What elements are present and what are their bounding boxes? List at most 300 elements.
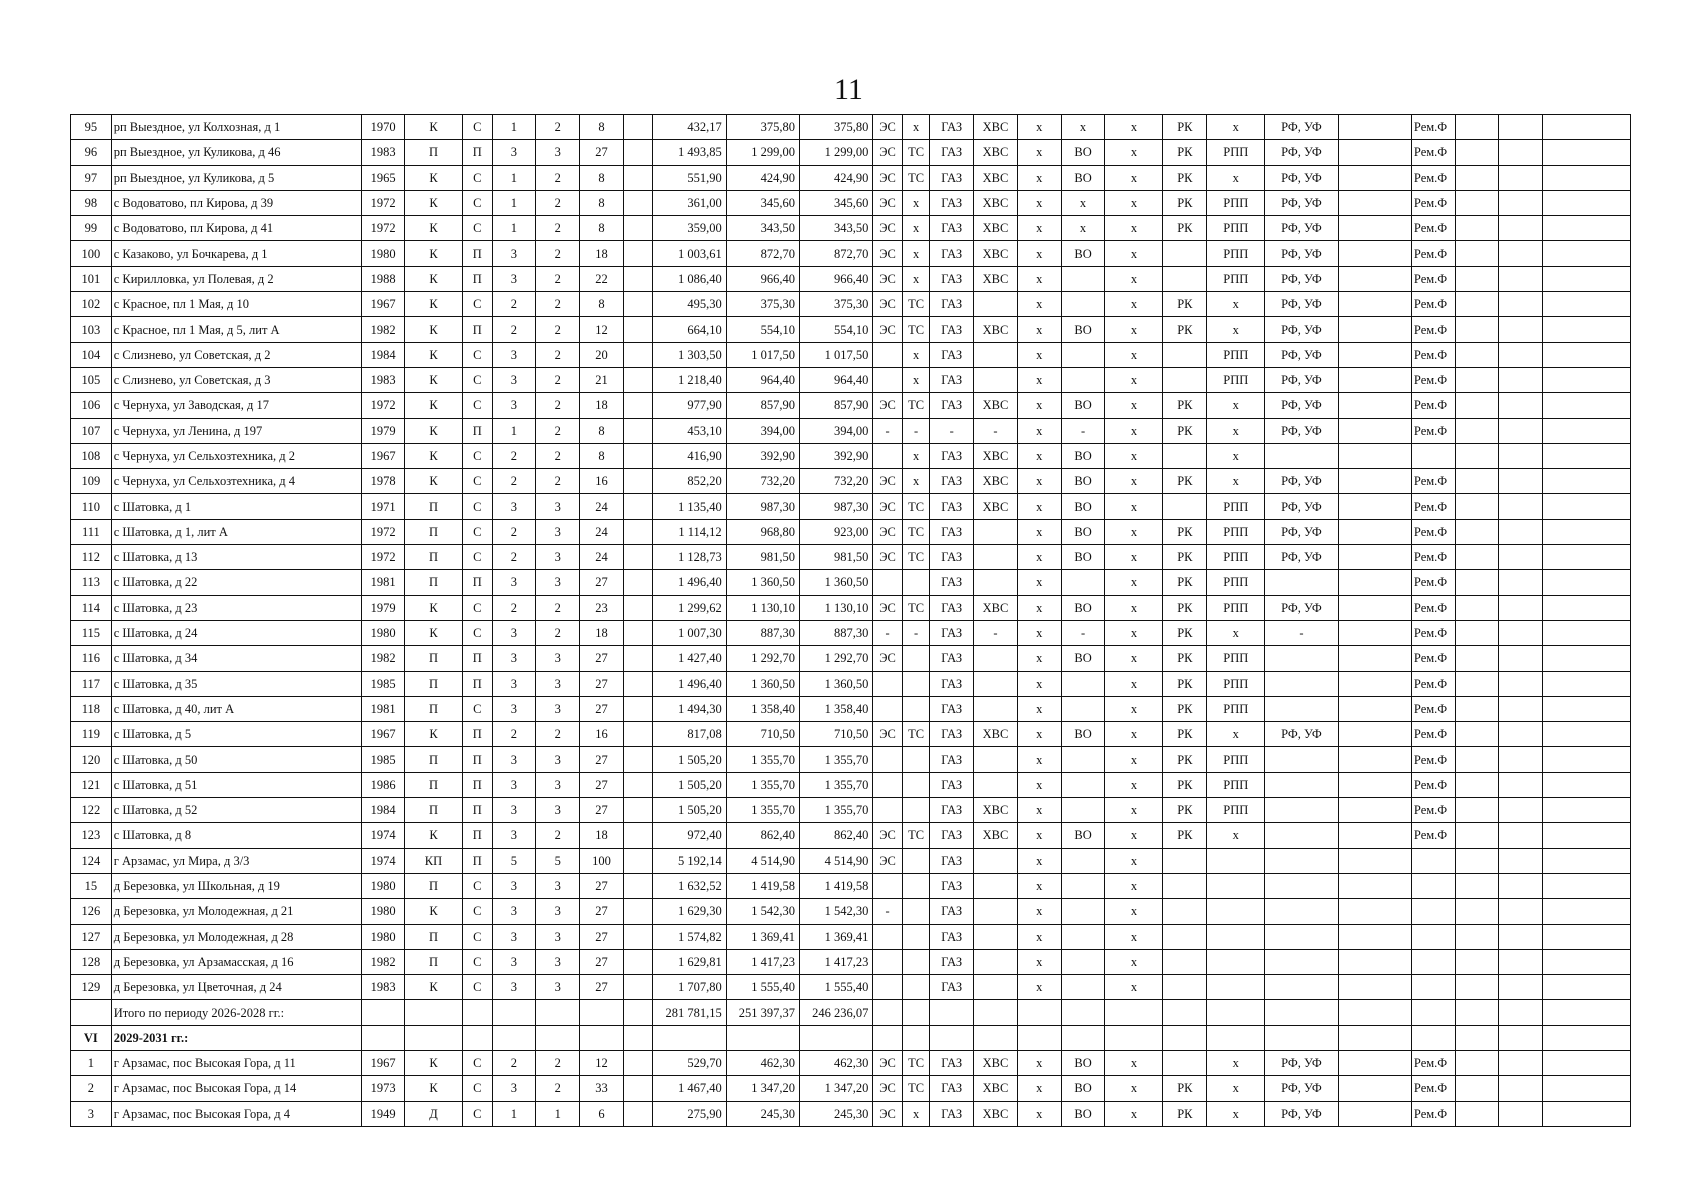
table-cell: РК — [1163, 722, 1207, 747]
table-cell: С — [463, 873, 493, 898]
table-cell: с Чернуха, ул Сельхозтехника, д 4 — [111, 469, 361, 494]
table-cell: П — [404, 570, 462, 595]
table-cell: х — [1017, 241, 1061, 266]
table-cell: 3 — [492, 570, 536, 595]
table-cell: ЭС — [873, 823, 903, 848]
table-cell: - — [873, 620, 903, 645]
table-cell — [623, 367, 653, 392]
table-cell: - — [902, 620, 929, 645]
table-cell — [1455, 696, 1499, 721]
table-cell: 1 355,70 — [726, 772, 799, 797]
table-cell: РК — [1163, 292, 1207, 317]
table-cell: 1972 — [362, 519, 405, 544]
table-cell: 1 292,70 — [800, 646, 873, 671]
table-cell: 345,60 — [726, 190, 799, 215]
table-cell: 392,90 — [800, 443, 873, 468]
table-cell — [1455, 545, 1499, 570]
table-cell — [1499, 1076, 1543, 1101]
table-cell: 1 496,40 — [653, 570, 726, 595]
table-cell — [902, 646, 929, 671]
table-cell: 416,90 — [653, 443, 726, 468]
table-cell: 1 303,50 — [653, 342, 726, 367]
table-cell: ТС — [902, 393, 929, 418]
table-cell: 3 — [536, 873, 580, 898]
table-cell — [1163, 241, 1207, 266]
table-cell: 1965 — [362, 165, 405, 190]
table-cell: ЭС — [873, 1076, 903, 1101]
table-cell: ГАЗ — [930, 975, 974, 1000]
table-cell: П — [463, 722, 493, 747]
table-cell: 1 218,40 — [653, 367, 726, 392]
table-cell — [1338, 443, 1411, 468]
table-cell: К — [404, 115, 462, 140]
table-cell — [1338, 266, 1411, 291]
table-cell — [623, 772, 653, 797]
table-cell — [1543, 848, 1631, 873]
table-cell — [1543, 646, 1631, 671]
table-cell — [1543, 823, 1631, 848]
table-cell — [974, 924, 1018, 949]
table-cell: 1 467,40 — [653, 1076, 726, 1101]
table-cell — [1543, 620, 1631, 645]
table-cell: 5 — [492, 848, 536, 873]
table-cell: ЭС — [873, 1101, 903, 1126]
table-cell — [623, 747, 653, 772]
table-cell: ТС — [902, 823, 929, 848]
table-cell: 8 — [580, 418, 624, 443]
table-cell: 122 — [71, 798, 112, 823]
table-cell: 1 360,50 — [726, 570, 799, 595]
table-cell: 964,40 — [726, 367, 799, 392]
table-cell: рп Выездное, ул Куликова, д 46 — [111, 140, 361, 165]
table-row — [71, 190, 1631, 215]
table-cell: 966,40 — [726, 266, 799, 291]
table-cell: 732,20 — [800, 469, 873, 494]
table-cell: 1973 — [362, 1076, 405, 1101]
table-cell: 3 — [536, 975, 580, 1000]
table-cell: П — [463, 823, 493, 848]
table-cell: 1 128,73 — [653, 545, 726, 570]
table-cell: с Шатовка, д 40, лит А — [111, 696, 361, 721]
table-cell — [1338, 899, 1411, 924]
table-cell: с Водоватово, пл Кирова, д 39 — [111, 190, 361, 215]
table-cell: 968,80 — [726, 519, 799, 544]
table-cell: ЭС — [873, 469, 903, 494]
table-cell — [536, 1000, 580, 1025]
table-row — [71, 722, 1631, 747]
table-cell: х — [1105, 545, 1163, 570]
table-cell: х — [1105, 190, 1163, 215]
table-row — [71, 1101, 1631, 1126]
table-cell: 275,90 — [653, 1101, 726, 1126]
table-cell: 1 355,70 — [800, 798, 873, 823]
table-cell: с Красное, пл 1 Мая, д 5, лит А — [111, 317, 361, 342]
table-cell: ВО — [1061, 722, 1105, 747]
table-cell: 2 — [536, 367, 580, 392]
table-cell: х — [1207, 115, 1265, 140]
table-cell: ГАЗ — [930, 342, 974, 367]
table-cell: 33 — [580, 1076, 624, 1101]
table-cell: х — [1017, 519, 1061, 544]
table-cell — [1061, 798, 1105, 823]
table-cell: х — [1017, 317, 1061, 342]
table-cell — [974, 696, 1018, 721]
table-cell — [1207, 873, 1265, 898]
table-cell: 1 417,23 — [726, 949, 799, 974]
table-cell: Д — [404, 1101, 462, 1126]
table-cell: с Шатовка, д 35 — [111, 671, 361, 696]
table-cell: РФ, УФ — [1265, 241, 1338, 266]
table-cell: 981,50 — [726, 545, 799, 570]
table-cell: К — [404, 292, 462, 317]
table-cell: 1 427,40 — [653, 646, 726, 671]
table-cell: Рем.Ф — [1411, 646, 1455, 671]
table-cell — [1455, 1076, 1499, 1101]
table-cell: ГАЗ — [930, 469, 974, 494]
table-cell — [1061, 949, 1105, 974]
table-cell — [1455, 165, 1499, 190]
table-cell — [463, 1025, 493, 1050]
table-cell — [902, 975, 929, 1000]
table-cell: х — [1105, 443, 1163, 468]
table-cell — [362, 1000, 405, 1025]
table-cell: 1 632,52 — [653, 873, 726, 898]
table-cell: 12 — [580, 317, 624, 342]
table-cell: ГАЗ — [930, 722, 974, 747]
table-cell: 1967 — [362, 443, 405, 468]
table-cell: 2 — [536, 115, 580, 140]
table-cell — [1265, 975, 1338, 1000]
table-cell: 3 — [492, 241, 536, 266]
table-cell — [653, 1025, 726, 1050]
table-cell: К — [404, 1076, 462, 1101]
table-cell — [902, 949, 929, 974]
table-cell: х — [902, 216, 929, 241]
table-cell: х — [1105, 975, 1163, 1000]
table-cell — [1499, 1050, 1543, 1075]
table-cell: РПП — [1207, 595, 1265, 620]
table-cell: х — [1207, 292, 1265, 317]
table-cell: РПП — [1207, 646, 1265, 671]
table-cell: х — [1105, 1076, 1163, 1101]
table-cell: РФ, УФ — [1265, 494, 1338, 519]
table-cell: 462,30 — [800, 1050, 873, 1075]
table-cell: г Арзамас, пос Высокая Гора, д 4 — [111, 1101, 361, 1126]
table-cell: 1967 — [362, 1050, 405, 1075]
table-cell — [974, 975, 1018, 1000]
table-cell: ВО — [1061, 1050, 1105, 1075]
table-cell — [1338, 165, 1411, 190]
table-cell: х — [1105, 266, 1163, 291]
table-cell: 1 299,00 — [726, 140, 799, 165]
table-cell — [1338, 469, 1411, 494]
table-cell — [1163, 494, 1207, 519]
table-cell: х — [1017, 646, 1061, 671]
table-cell: 16 — [580, 722, 624, 747]
table-row — [71, 924, 1631, 949]
table-cell: 3 — [492, 266, 536, 291]
table-cell: 872,70 — [800, 241, 873, 266]
table-cell — [492, 1000, 536, 1025]
table-cell: 129 — [71, 975, 112, 1000]
table-cell — [404, 1025, 462, 1050]
table-cell: РК — [1163, 469, 1207, 494]
table-cell — [1499, 165, 1543, 190]
table-cell: 3 — [492, 798, 536, 823]
table-cell — [873, 924, 903, 949]
table-cell: х — [1105, 722, 1163, 747]
table-cell: ВО — [1061, 519, 1105, 544]
table-cell: ТС — [902, 140, 929, 165]
table-cell: 1 417,23 — [800, 949, 873, 974]
table-cell: ХВС — [974, 595, 1018, 620]
table-cell: х — [1105, 241, 1163, 266]
table-cell — [1207, 848, 1265, 873]
table-cell: 24 — [580, 519, 624, 544]
table-cell — [1543, 570, 1631, 595]
table-cell: с Чернуха, ул Сельхозтехника, д 2 — [111, 443, 361, 468]
table-cell: Рем.Ф — [1411, 671, 1455, 696]
table-cell — [1061, 342, 1105, 367]
table-cell: 3 — [536, 924, 580, 949]
table-cell — [1338, 115, 1411, 140]
table-cell: ЭС — [873, 494, 903, 519]
table-cell: 857,90 — [800, 393, 873, 418]
table-cell: 3 — [492, 823, 536, 848]
table-cell: РПП — [1207, 494, 1265, 519]
table-cell: ГАЗ — [930, 1050, 974, 1075]
table-cell: х — [1105, 671, 1163, 696]
table-cell: Рем.Ф — [1411, 1050, 1455, 1075]
table-cell — [1455, 494, 1499, 519]
table-cell — [623, 241, 653, 266]
table-cell: 1970 — [362, 115, 405, 140]
table-cell — [1543, 317, 1631, 342]
table-cell — [623, 519, 653, 544]
table-cell: 977,90 — [653, 393, 726, 418]
table-cell — [873, 367, 903, 392]
table-cell: х — [1017, 140, 1061, 165]
table-cell — [1455, 115, 1499, 140]
table-cell — [1455, 975, 1499, 1000]
table-cell — [1411, 1000, 1455, 1025]
table-cell: 1 369,41 — [726, 924, 799, 949]
table-cell — [1499, 798, 1543, 823]
table-cell — [1543, 342, 1631, 367]
table-cell: ЭС — [873, 241, 903, 266]
table-cell — [1061, 848, 1105, 873]
table-cell — [974, 772, 1018, 797]
table-cell: 1 369,41 — [800, 924, 873, 949]
table-cell — [1543, 924, 1631, 949]
table-cell: 27 — [580, 873, 624, 898]
table-cell — [1543, 292, 1631, 317]
table-cell — [873, 696, 903, 721]
table-cell — [1499, 975, 1543, 1000]
table-cell: 113 — [71, 570, 112, 595]
table-cell: х — [1017, 975, 1061, 1000]
table-cell: С — [463, 975, 493, 1000]
table-cell — [1411, 443, 1455, 468]
table-row — [71, 266, 1631, 291]
table-cell — [1163, 949, 1207, 974]
table-cell: ГАЗ — [930, 747, 974, 772]
table-cell: ЭС — [873, 165, 903, 190]
table-cell: 394,00 — [726, 418, 799, 443]
table-row — [71, 494, 1631, 519]
table-cell: ХВС — [974, 1050, 1018, 1075]
table-cell — [902, 696, 929, 721]
table-cell — [1338, 848, 1411, 873]
table-cell: РФ, УФ — [1265, 469, 1338, 494]
table-cell: 1 347,20 — [800, 1076, 873, 1101]
table-cell: 1 003,61 — [653, 241, 726, 266]
table-cell: 1 355,70 — [726, 798, 799, 823]
table-cell: х — [1017, 696, 1061, 721]
table-cell: ГАЗ — [930, 165, 974, 190]
table-cell: 2 — [536, 823, 580, 848]
table-cell — [1163, 266, 1207, 291]
table-cell — [1455, 924, 1499, 949]
table-cell: ГАЗ — [930, 140, 974, 165]
table-cell: х — [902, 367, 929, 392]
table-cell — [623, 899, 653, 924]
table-cell: ГАЗ — [930, 949, 974, 974]
table-cell: 453,10 — [653, 418, 726, 443]
table-cell — [902, 570, 929, 595]
table-cell: ХВС — [974, 722, 1018, 747]
table-cell: х — [1017, 165, 1061, 190]
table-cell: ЭС — [873, 266, 903, 291]
table-cell: 2 — [536, 1050, 580, 1075]
table-cell — [1338, 367, 1411, 392]
table-cell: х — [1207, 722, 1265, 747]
table-cell: 8 — [580, 443, 624, 468]
table-row — [71, 241, 1631, 266]
table-cell: РПП — [1207, 570, 1265, 595]
table-cell: 3 — [492, 671, 536, 696]
table-cell: 124 — [71, 848, 112, 873]
table-cell: ГАЗ — [930, 899, 974, 924]
table-cell — [1543, 469, 1631, 494]
table-cell: Рем.Ф — [1411, 722, 1455, 747]
table-cell — [1543, 595, 1631, 620]
table-cell — [1543, 266, 1631, 291]
table-cell: Рем.Ф — [1411, 367, 1455, 392]
table-cell: С — [463, 595, 493, 620]
table-cell: К — [404, 317, 462, 342]
table-cell — [404, 1000, 462, 1025]
table-cell: - — [974, 620, 1018, 645]
table-cell — [623, 393, 653, 418]
table-cell — [1543, 494, 1631, 519]
table-row — [71, 696, 1631, 721]
table-cell: 1 299,00 — [800, 140, 873, 165]
table-cell: П — [463, 266, 493, 291]
table-cell — [1338, 873, 1411, 898]
table-cell — [1265, 772, 1338, 797]
table-cell — [623, 292, 653, 317]
table-cell: 123 — [71, 823, 112, 848]
table-cell: 2 — [536, 190, 580, 215]
table-cell: х — [1017, 722, 1061, 747]
table-cell — [1455, 722, 1499, 747]
table-cell: 8 — [580, 292, 624, 317]
table-cell: 1 574,82 — [653, 924, 726, 949]
table-cell: х — [902, 469, 929, 494]
table-cell: 1979 — [362, 595, 405, 620]
table-cell — [1265, 443, 1338, 468]
table-cell: рп Выездное, ул Колхозная, д 1 — [111, 115, 361, 140]
table-cell: 5 — [536, 848, 580, 873]
table-cell — [1338, 696, 1411, 721]
table-cell: 1984 — [362, 798, 405, 823]
table-cell: РК — [1163, 747, 1207, 772]
table-cell: П — [404, 671, 462, 696]
table-cell — [1338, 1050, 1411, 1075]
table-cell: ГАЗ — [930, 595, 974, 620]
table-cell — [1499, 924, 1543, 949]
table-cell — [1499, 216, 1543, 241]
table-cell: ХВС — [974, 115, 1018, 140]
table-cell: 3 — [536, 949, 580, 974]
table-row — [71, 443, 1631, 468]
table-cell: ГАЗ — [930, 823, 974, 848]
table-cell: х — [1105, 418, 1163, 443]
table-cell: с Шатовка, д 13 — [111, 545, 361, 570]
table-cell: с Шатовка, д 52 — [111, 798, 361, 823]
table-cell: ГАЗ — [930, 115, 974, 140]
table-cell: К — [404, 216, 462, 241]
table-cell: 3 — [492, 696, 536, 721]
table-row — [71, 140, 1631, 165]
table-cell: 551,90 — [653, 165, 726, 190]
table-cell: 1 130,10 — [800, 595, 873, 620]
table-cell: х — [1017, 292, 1061, 317]
table-cell: с Кирилловка, ул Полевая, д 2 — [111, 266, 361, 291]
table-cell — [974, 949, 1018, 974]
table-row — [71, 519, 1631, 544]
table-cell: 664,10 — [653, 317, 726, 342]
table-cell: 495,30 — [653, 292, 726, 317]
table-cell: 2 — [492, 469, 536, 494]
table-cell — [1499, 823, 1543, 848]
table-cell: 4 514,90 — [726, 848, 799, 873]
table-cell: П — [404, 772, 462, 797]
table-cell: 27 — [580, 671, 624, 696]
table-cell: х — [1017, 266, 1061, 291]
table-cell — [1499, 671, 1543, 696]
table-cell — [1338, 646, 1411, 671]
table-cell: 1 629,81 — [653, 949, 726, 974]
table-cell: 121 — [71, 772, 112, 797]
table-row — [71, 798, 1631, 823]
table-cell — [623, 469, 653, 494]
table-cell — [873, 873, 903, 898]
table-cell: 872,70 — [726, 241, 799, 266]
table-cell: 108 — [71, 443, 112, 468]
table-cell: РК — [1163, 798, 1207, 823]
table-cell: 1949 — [362, 1101, 405, 1126]
table-cell: К — [404, 393, 462, 418]
table-cell — [1499, 494, 1543, 519]
table-cell: с Шатовка, д 1, лит А — [111, 519, 361, 544]
table-cell: г Арзамас, пос Высокая Гора, д 14 — [111, 1076, 361, 1101]
table-cell: П — [463, 798, 493, 823]
table-cell — [1207, 1000, 1265, 1025]
table-cell — [974, 1000, 1018, 1025]
table-cell: РК — [1163, 696, 1207, 721]
